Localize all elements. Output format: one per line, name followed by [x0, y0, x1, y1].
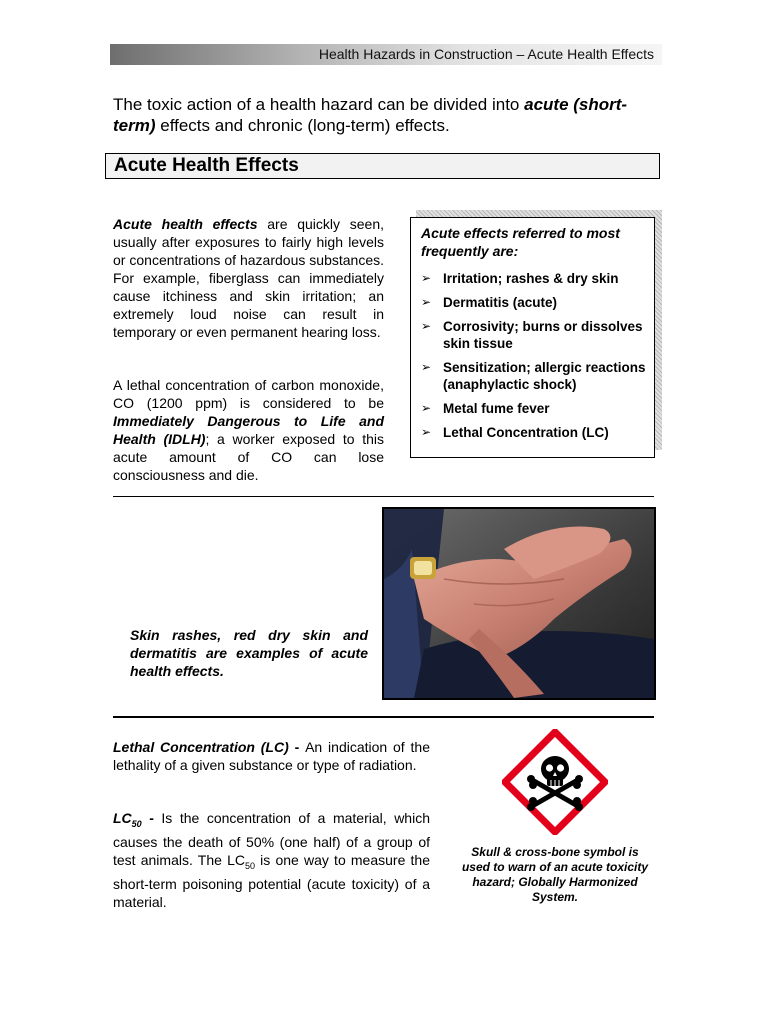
sign-caption: Skull & cross-bone symbol is used to warn of an acute toxicity hazard; Globally Harmonized System.: [461, 845, 649, 904]
arrow-bullet-icon: ➢: [421, 401, 432, 415]
lc50-subscript-2: 50: [244, 860, 255, 871]
hands-photo-illustration: [384, 509, 654, 698]
list-item-text: Corrosivity; burns or dissolves skin tissue: [443, 319, 643, 351]
list-item-text: Irritation; rashes & dry skin: [443, 271, 619, 286]
list-item-text: Sensitization; allergic reactions (anaphylactic shock): [443, 360, 646, 392]
intro-text-2: effects and chronic (long-term) effects.: [155, 116, 450, 135]
list-item-text: Dermatitis (acute): [443, 295, 558, 310]
lc50-text-2: is one way to measure the short-term poisoning potential (acute toxicity) of a material.: [113, 851, 430, 910]
acute-effects-term: Acute health effects: [113, 216, 258, 232]
divider-rule: [113, 496, 654, 497]
acute-effects-paragraph: [113, 215, 384, 341]
hands-photo: [382, 507, 656, 700]
arrow-bullet-icon: ➢: [421, 319, 432, 333]
arrow-bullet-icon: ➢: [421, 360, 432, 374]
section-heading: Acute Health Effects: [114, 155, 299, 176]
ghs-skull-crossbones-icon: [502, 729, 608, 835]
lc-term: Lethal Concentration (LC): [113, 739, 289, 755]
idlh-term: Immediately Dangerous to Life and Health (IDLH): [113, 413, 384, 447]
page-header-title: Health Hazards in Construction – Acute Health Effects: [318, 46, 654, 62]
lc-dash: -: [288, 739, 306, 755]
list-item: [421, 294, 646, 311]
callout-list: [421, 270, 646, 441]
photo-caption: Skin rashes, red dry skin and dermatitis are examples of acute health effects.: [130, 627, 368, 679]
intro-emphasis: acute (short-term): [113, 95, 628, 135]
lc50-dash: -: [141, 810, 162, 826]
list-item: [421, 318, 646, 352]
page-header-bar: [110, 44, 662, 65]
list-item: [421, 270, 646, 287]
lc-paragraph: [113, 738, 430, 774]
intro-text-1: The toxic action of a health hazard can be divided into: [113, 95, 525, 114]
acute-effects-callout: [410, 217, 655, 458]
co-paragraph: [113, 376, 384, 484]
co-text-2: ; a worker exposed to this acute amount of CO can lose consciousness and die.: [113, 431, 384, 483]
intro-paragraph: [113, 94, 661, 136]
lc-text: An indication of the lethality of a given substance or type of radiation.: [113, 739, 430, 773]
arrow-bullet-icon: ➢: [421, 295, 432, 309]
divider-rule-thick: [113, 716, 654, 718]
lc50-text-1: Is the concentration of a material, which causes the death of 50% (one half) of a group of test animals. The LC: [113, 810, 430, 868]
callout-title: Acute effects referred to most frequently are:: [421, 225, 620, 259]
list-item: [421, 400, 646, 417]
lc50-paragraph: [113, 809, 430, 911]
list-item: [421, 359, 646, 393]
lc50-label: LC: [113, 810, 132, 826]
arrow-bullet-icon: ➢: [421, 425, 432, 439]
lc50-subscript: 50: [131, 818, 142, 829]
acute-effects-text: are quickly seen, usually after exposures to fairly high levels or concentrations of hazardous substances. For example, fiberglass can immediately cause itchiness and skin irritation; an extremely loud noise can result in temporary or even permanent hearing loss.: [113, 216, 385, 340]
arrow-bullet-icon: ➢: [421, 271, 432, 285]
list-item: [421, 424, 646, 441]
co-text-1: A lethal concentration of carbon monoxide, CO (1200 ppm) is considered to be: [113, 377, 384, 411]
list-item-text: Lethal Concentration (LC): [443, 425, 609, 440]
section-heading-box: [105, 153, 660, 179]
list-item-text: Metal fume fever: [443, 401, 550, 416]
